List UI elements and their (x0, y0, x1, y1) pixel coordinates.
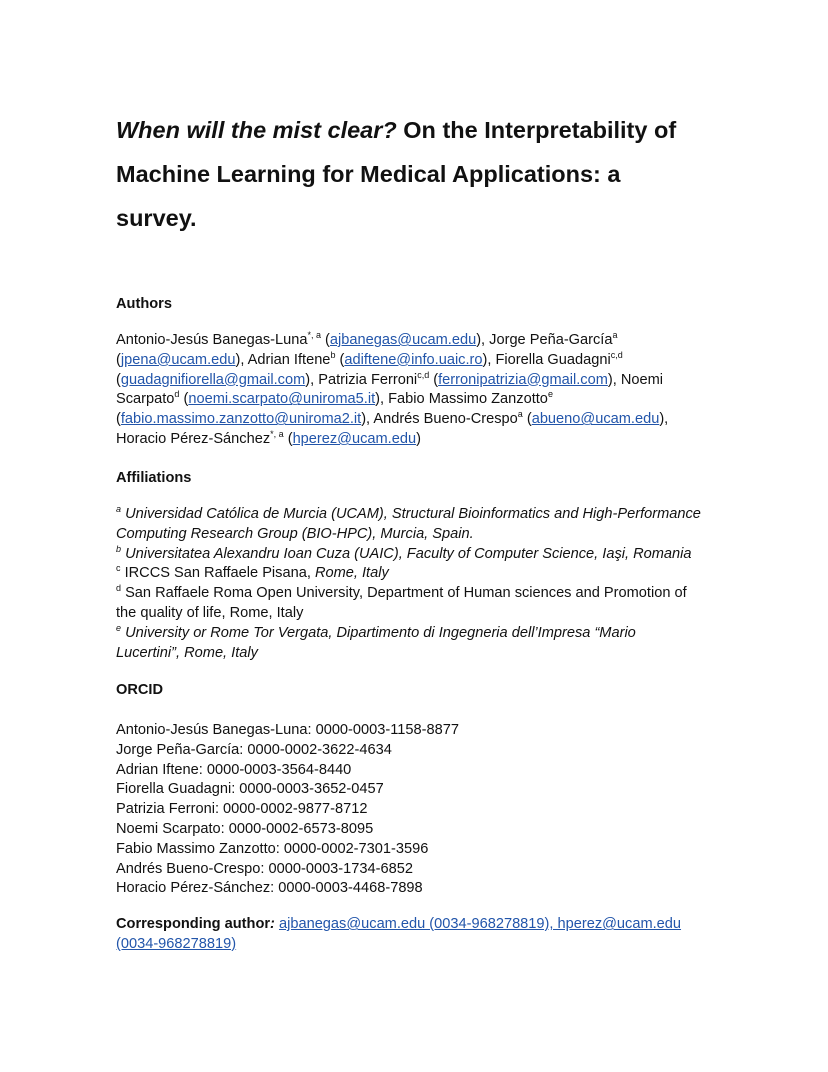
affiliations-heading: Affiliations (116, 470, 192, 486)
authors-line-5: (fabio.massimo.zanzotto@uniroma2.it), Andrés Bueno-Crespo$^a$ (abueno@ucam.edu), (116, 409, 669, 428)
affiliation-sup: b (116, 543, 122, 554)
author-name: Horacio Pérez-Sánchez (116, 430, 271, 447)
corresponding-label: Corresponding author (116, 916, 271, 932)
affiliation-e-line-1 (116, 624, 726, 644)
affiliation-text: University or Rome Tor Vergata, Dipartimento di Ingegneria dell’Impresa “Mario (125, 624, 636, 641)
corresponding-email-link[interactable]: ajbanegas@ucam.edu (0034-968278819), hperez@ucam.edu (278, 916, 682, 932)
title-line-1 (116, 108, 726, 152)
author-sup: e (547, 389, 553, 400)
orcid-row: Adrian Iftene: 0000-0003-3564-8440 (116, 761, 352, 778)
orcid-row: Horacio Pérez-Sánchez: 0000-0003-4468-7898 (116, 880, 423, 897)
affiliation-sup: c (116, 563, 121, 574)
authors-line-1: Antonio-Jesús Banegas-Luna$^{*, a}$ (ajbanegas@ucam.edu), Jorge Peña-García$^a$ (116, 330, 618, 348)
affiliation-a-line-2: Computing Research Group (BIO-HPC), Murcia, Spain. (116, 525, 474, 542)
authors-line-3: (guadagnifiorella@gmail.com), Patrizia Ferroni$^{c,d}$ (ferronipatrizia@gmail.com), Noemi (116, 369, 664, 388)
author-email-link[interactable]: adiftene@info.uaic.ro (344, 351, 483, 368)
author-name: Antonio-Jesús Banegas-Luna (116, 332, 308, 348)
affiliation-text: San Raffaele Roma Open University, Department of Human sciences and Promotion of (125, 585, 687, 602)
corresponding-colon: : (270, 916, 275, 932)
corresponding-line-2 (116, 935, 726, 955)
author-name: Fiorella Guadagni (495, 351, 611, 368)
author-email-link[interactable]: hperez@ucam.edu (292, 430, 417, 447)
author-name: Noemi (620, 371, 664, 388)
orcid-row: Noemi Scarpato: 0000-0002-6573-8095 (116, 820, 374, 837)
affiliation-sup: e (116, 622, 122, 633)
author-sup: *, a (270, 429, 284, 440)
affiliation-a-line-1 (116, 505, 726, 525)
title-line1-rest: On the Interpretability of (396, 117, 677, 143)
author-name: Adrian Iftene (247, 351, 331, 368)
orcid-row: Andrés Bueno-Crespo: 0000-0003-1734-6852 (116, 860, 413, 877)
affiliation-text: IRCCS San Raffaele Pisana, (124, 565, 315, 582)
orcid-row: Patrizia Ferroni: 0000-0002-9877-8712 (116, 801, 368, 818)
affiliation-b (116, 545, 726, 565)
author-email-link[interactable]: fabio.massimo.zanzotto@uniroma2.it (120, 411, 362, 428)
author-sup: *, a (307, 330, 321, 341)
author-name: Andrés Bueno-Crespo (373, 411, 518, 428)
author-sup: c,d (610, 349, 623, 360)
title-line-2: Machine Learning for Medical Applications: a (116, 161, 621, 187)
author-name: Scarpato (116, 391, 175, 408)
author-email-link[interactable]: noemi.scarpato@uniroma5.it (188, 391, 376, 408)
author-name: Fabio Massimo Zanzotto (388, 391, 548, 408)
affiliation-d-line-2: the quality of life, Rome, Italy (116, 604, 304, 621)
author-name: Patrizia Ferroni (318, 371, 418, 388)
author-sup: c,d (417, 369, 430, 380)
affiliation-d-line-1 (116, 584, 726, 604)
corresponding-line-1 (116, 915, 726, 935)
orcid-row: Fabio Massimo Zanzotto: 0000-0002-7301-3596 (116, 840, 429, 857)
affiliation-text: Universitatea Alexandru Ioan Cuza (UAIC), Faculty of Computer Science, Iaşi, Romania (125, 545, 692, 562)
authors-line-4: Scarpato$^d$ (noemi.scarpato@uniroma5.it), Fabio Massimo Zanzotto$^e$ (116, 389, 553, 408)
affiliation-sup: a (116, 504, 122, 515)
title-italic: When will the mist clear? (116, 117, 397, 143)
author-sup: a (517, 409, 523, 420)
orcid-list (116, 721, 726, 899)
author-email-link[interactable]: jpena@ucam.edu (120, 351, 236, 368)
affiliation-c (116, 564, 726, 584)
affiliation-text-italic: Rome, Italy (314, 565, 389, 582)
affiliations-list (116, 505, 726, 663)
authors-line-2: (jpena@ucam.edu), Adrian Iftene$^b$ (adiftene@info.uaic.ro), Fiorella Guadagni$^{c,d}$ (116, 349, 623, 368)
affiliation-e-line-2: Lucertini”, Rome, Italy (116, 644, 258, 661)
author-sup: d (174, 389, 180, 400)
orcid-row: Jorge Peña-García: 0000-0002-3622-4634 (116, 741, 392, 758)
orcid-row: Fiorella Guadagni: 0000-0003-3652-0457 (116, 781, 384, 798)
author-email-link[interactable]: ajbanegas@ucam.edu (329, 332, 477, 348)
author-email-link[interactable]: guadagnifiorella@gmail.com (120, 371, 306, 388)
orcid-row: Antonio-Jesús Banegas-Luna: 0000-0003-1158-8877 (116, 722, 459, 738)
author-sup: a (612, 330, 618, 341)
orcid-heading: ORCID (116, 682, 164, 698)
author-name: Jorge Peña-García (489, 332, 613, 348)
affiliation-sup: d (116, 583, 122, 594)
title-line-3: survey. (116, 205, 197, 231)
corresponding-phone-link[interactable]: (0034-968278819) (116, 935, 237, 952)
author-sup: b (330, 349, 336, 360)
authors-line-6: Horacio Pérez-Sánchez$^{*, a}$ (hperez@ucam.edu) (116, 429, 421, 447)
paper-title (116, 108, 726, 240)
author-email-link[interactable]: abueno@ucam.edu (531, 411, 660, 428)
author-email-link[interactable]: ferronipatrizia@gmail.com (438, 371, 608, 388)
authors-list (116, 331, 726, 450)
corresponding-author (116, 915, 726, 955)
authors-heading: Authors (116, 296, 172, 312)
affiliation-text: Universidad Católica de Murcia (UCAM), Structural Bioinformatics and High-Performance (125, 506, 701, 522)
